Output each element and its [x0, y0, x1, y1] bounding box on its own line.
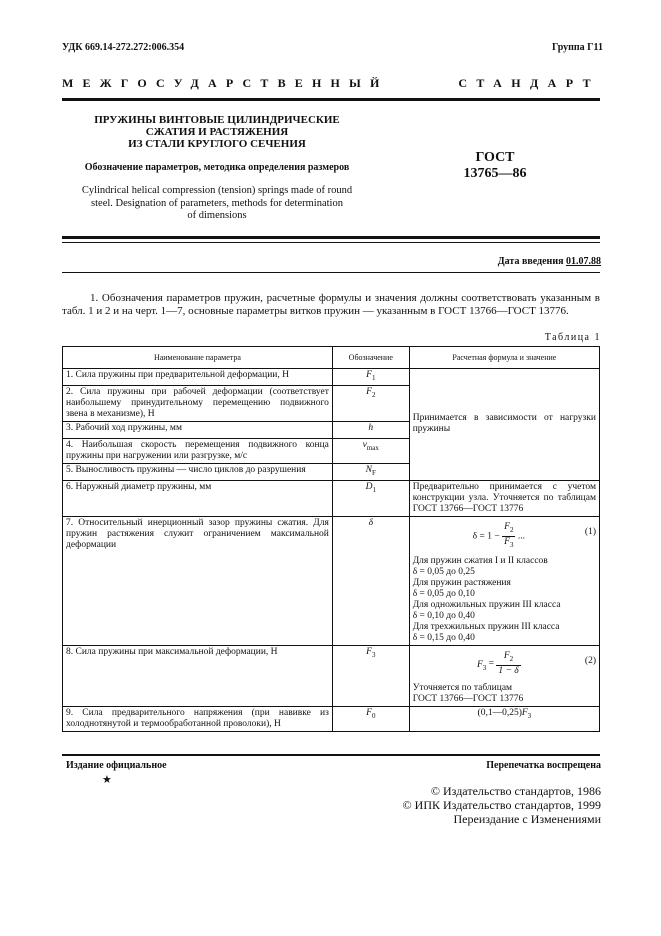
- table-row: [63, 480, 600, 516]
- title-line: ИЗ СТАЛИ КРУГЛОГО СЕЧЕНИЯ: [128, 138, 306, 150]
- formula-note: Для пружин растяжения: [412, 578, 511, 589]
- clause-paragraph: [62, 292, 600, 318]
- param-symbol: $F_2$: [332, 385, 409, 421]
- copyright-block: [403, 784, 601, 826]
- formula-1: δ = 1 − $\frac{F_2}{F_3}$ ... (1): [472, 521, 596, 549]
- param-symbol: $D_1$: [332, 480, 409, 516]
- param-symbol: $F_0$: [332, 707, 409, 732]
- param-name: 8. Сила пружины при максимальной деформации, Н: [63, 646, 333, 707]
- document-title: [62, 114, 372, 150]
- param-symbol: $F_3$: [332, 646, 409, 707]
- formula-note: δ = 0,05 до 0,25: [412, 567, 475, 578]
- table-row: [63, 516, 600, 646]
- clause-text: 1. Обозначения параметров пружин, расчетные формулы и значения должны соответствовать указанным в табл. 1 и 2 и на черт. 1—7, основные параметры витков пружин — указанным в ГОСТ 13766—ГОСТ 13776.: [62, 292, 600, 317]
- english-title-line: steel. Designation of parameters, methods for determination: [91, 197, 343, 209]
- formula-note: ГОСТ 13766—ГОСТ 13776: [412, 694, 524, 705]
- formula-note: δ = 0,15 до 0,40: [412, 633, 475, 644]
- parameters-table: [62, 346, 600, 732]
- banner-left: МЕЖГОСУДАРСТВЕННЫЙ: [62, 76, 389, 90]
- udk-code: УДК 669.14-272.272:006.354: [62, 42, 185, 53]
- footer-rule: [62, 754, 600, 756]
- top-rule: [62, 98, 600, 101]
- param-symbol: $F_1$: [332, 369, 409, 386]
- intro-date-value: 01.07.88: [566, 256, 601, 267]
- intro-date-label: Дата введения: [497, 256, 566, 267]
- table-label: Таблица 1: [544, 332, 601, 343]
- param-name: 2. Сила пружины при рабочей деформации (соответствует наибольшему принудительному перемещению подвижного звена в механизме), Н: [63, 385, 333, 421]
- english-title: [62, 185, 372, 223]
- formula-note: δ = 0,10 до 0,40: [412, 611, 475, 622]
- param-name: 1. Сила пружины при предварительной деформации, Н: [63, 369, 333, 386]
- formula-note: Для трехжильных пружин III класса: [412, 622, 560, 633]
- table-row: [63, 707, 600, 732]
- copyright-line: © ИПК Издательство стандартов, 1999: [402, 798, 601, 812]
- param-formula: $(0,1—0,25)F_3$: [409, 707, 599, 732]
- english-title-line: of dimensions: [187, 210, 247, 221]
- param-symbol: $N_F$: [332, 463, 409, 480]
- title-line: ПРУЖИНЫ ВИНТОВЫЕ ЦИЛИНДРИЧЕСКИЕ: [94, 114, 340, 126]
- english-title-line: Cylindrical helical compression (tension) springs made of round: [81, 185, 353, 196]
- formula-note: Для одножильных пружин III класса: [412, 600, 561, 611]
- gost-number: [440, 150, 550, 182]
- formula-note: δ = 0,05 до 0,10: [412, 589, 475, 600]
- table-header-row: [63, 347, 600, 369]
- table-header: Расчетная формула и значение: [409, 347, 599, 369]
- param-formula-merged: Принимается в зависимости от нагрузки пружины: [409, 369, 599, 481]
- reissue-note: Переиздание с Изменениями: [453, 812, 601, 826]
- param-symbol: δ: [332, 516, 409, 646]
- param-name: 5. Выносливость пружины — число циклов до разрушения: [63, 463, 333, 480]
- group-code: Группа Г11: [552, 42, 603, 53]
- formula-note: Уточняется по таблицам: [412, 683, 513, 694]
- banner-right: СТАНДАРТ: [458, 76, 600, 90]
- standard-banner: [62, 76, 600, 91]
- formula-2: $F_3$ = $\frac{F_2}{1 - \delta}$ (2): [476, 651, 596, 677]
- table-row: [63, 646, 600, 707]
- param-name: 6. Наружный диаметр пружины, мм: [63, 480, 333, 516]
- param-name: 9. Сила предварительного напряжения (при навивке из холоднотянутой и термообработанной проволоки), Н: [63, 707, 333, 732]
- copyright-line: © Издательство стандартов, 1986: [430, 784, 601, 798]
- table-header: Обозначение: [332, 347, 409, 369]
- title-rule: [62, 236, 600, 239]
- param-name: 4. Наибольшая скорость перемещения подвижного конца пружины при нагружении или разгрузке, м/с: [63, 438, 333, 463]
- gost-code: 13765—86: [463, 166, 527, 181]
- title-rule-thin: [62, 242, 600, 243]
- document-subtitle: Обозначение параметров, методика определения размеров: [84, 162, 350, 173]
- param-formula: [409, 516, 599, 646]
- title-line: СЖАТИЯ И РАСТЯЖЕНИЯ: [145, 126, 289, 138]
- table-row: [63, 369, 600, 386]
- formula-note: Для пружин сжатия I и II классов: [412, 556, 548, 567]
- equation-number: (1): [584, 526, 596, 537]
- official-edition: Издание официальное: [66, 760, 167, 771]
- param-formula: [409, 646, 599, 707]
- param-name: 7. Относительный инерционный зазор пружины сжатия. Для пружин растяжения служит ограничением максимальной деформации: [63, 516, 333, 646]
- param-formula: Предварительно принимается с учетом конструкции узла. Уточняется по таблицам ГОСТ 13766—ГОСТ 13776: [409, 480, 599, 516]
- param-symbol: h: [332, 421, 409, 438]
- param-name: 3. Рабочий ход пружины, мм: [63, 421, 333, 438]
- gost-label: ГОСТ: [475, 150, 515, 165]
- param-symbol: $v_{max}$: [332, 438, 409, 463]
- star-icon: ★: [102, 774, 112, 786]
- table-header: Наименование параметра: [63, 347, 333, 369]
- reprint-prohibited: Перепечатка воспрещена: [486, 760, 601, 771]
- intro-date: [498, 256, 601, 267]
- date-rule: [62, 272, 600, 273]
- equation-number: (2): [584, 656, 596, 667]
